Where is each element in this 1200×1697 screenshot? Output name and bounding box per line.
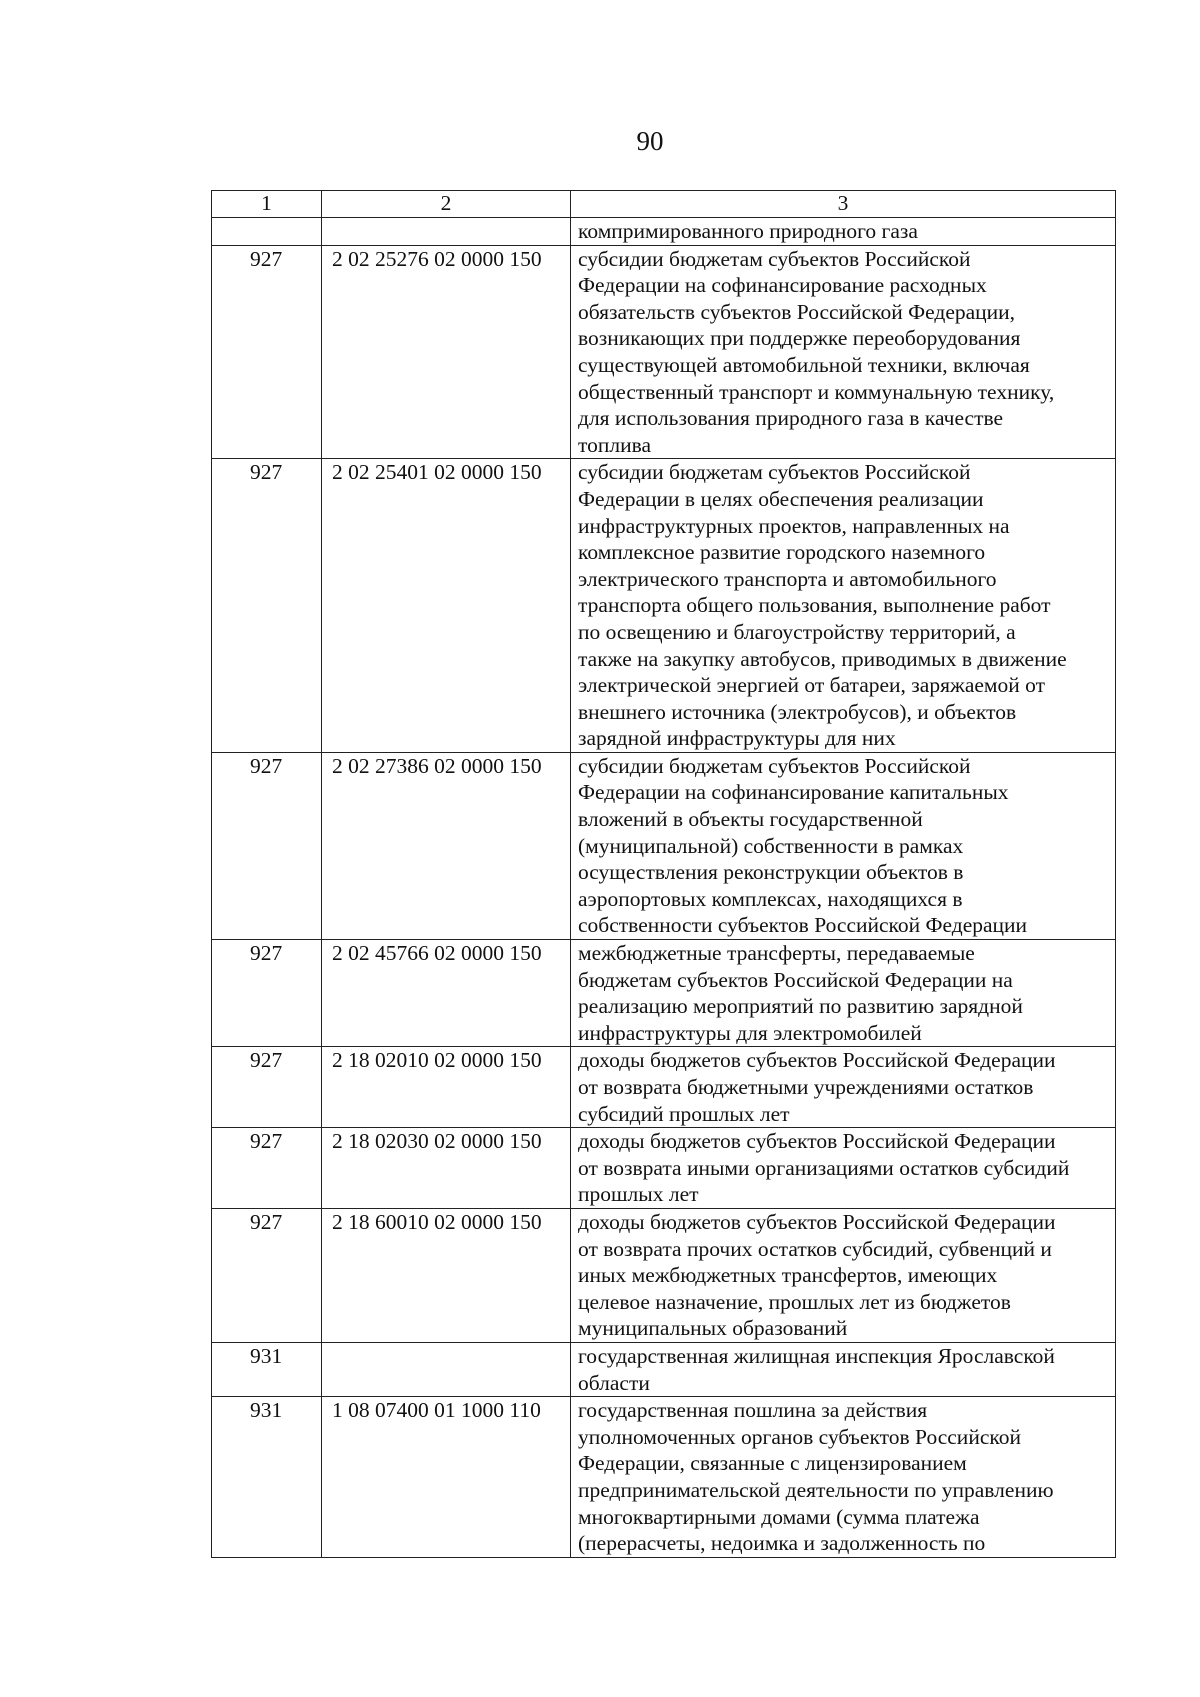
admin-code-cell: 927 bbox=[212, 1128, 322, 1209]
table-row bbox=[212, 218, 1116, 246]
budget-classification-code-cell: 2 18 02010 02 0000 150 bbox=[322, 1047, 571, 1128]
description-line: субсидий прошлых лет bbox=[578, 1101, 790, 1126]
description-line: субсидии бюджетам субъектов Российской bbox=[578, 460, 971, 485]
table-row bbox=[212, 459, 1116, 753]
description-line: вложений в объекты государственной bbox=[578, 807, 923, 832]
admin-code-cell: 927 bbox=[212, 752, 322, 939]
description-line: комплексное развитие городского наземного bbox=[578, 540, 986, 565]
table-row bbox=[212, 752, 1116, 939]
description-line: субсидии бюджетам субъектов Российской bbox=[578, 246, 971, 271]
admin-code-cell: 931 bbox=[212, 1342, 322, 1396]
description-line: доходы бюджетов субъектов Российской Федерации bbox=[578, 1048, 1056, 1073]
description-line: государственная жилищная инспекция Ярославской bbox=[578, 1343, 1055, 1368]
budget-classification-code-cell: 2 02 45766 02 0000 150 bbox=[322, 940, 571, 1047]
description-line: от возврата иными организациями остатков субсидий bbox=[578, 1155, 1070, 1180]
description-line: электрической энергией от батареи, заряжаемой от bbox=[578, 673, 1046, 698]
budget-classification-code-cell: 1 08 07400 01 1000 110 bbox=[322, 1397, 571, 1558]
description-line: реализацию мероприятий по развитию зарядной bbox=[578, 994, 1023, 1019]
table-row bbox=[212, 245, 1116, 459]
description-line: Федерации, связанные с лицензированием bbox=[578, 1451, 967, 1476]
header-column-3: 3 bbox=[571, 191, 1116, 218]
revenue-description-cell bbox=[571, 1342, 1116, 1396]
revenue-description-cell bbox=[571, 1047, 1116, 1128]
description-line: доходы бюджетов субъектов Российской Федерации bbox=[578, 1129, 1056, 1154]
budget-classification-code-cell: 2 18 60010 02 0000 150 bbox=[322, 1208, 571, 1342]
table-row bbox=[212, 1397, 1116, 1558]
description-line: возникающих при поддержке переоборудования bbox=[578, 326, 1021, 351]
description-line: многоквартирными домами (сумма платежа bbox=[578, 1504, 980, 1529]
description-line: области bbox=[578, 1370, 650, 1395]
description-line: компримированного природного газа bbox=[578, 219, 918, 243]
table-header-row bbox=[212, 191, 1116, 218]
description-line: инфраструктурных проектов, направленных на bbox=[578, 513, 1010, 538]
description-line: общественный транспорт и коммунальную технику, bbox=[578, 379, 1055, 404]
description-line: Федерации на софинансирование расходных bbox=[578, 273, 987, 298]
table-row bbox=[212, 1047, 1116, 1128]
table-row bbox=[212, 940, 1116, 1047]
description-line: для использования природного газа в качестве bbox=[578, 406, 1004, 431]
revenue-description-cell bbox=[571, 459, 1116, 753]
description-line: по освещению и благоустройству территорий, а bbox=[578, 619, 1016, 644]
revenue-description-cell bbox=[571, 752, 1116, 939]
description-line: аэропортовых комплексах, находящихся в bbox=[578, 886, 963, 911]
description-line: инфраструктуры для электромобилей bbox=[578, 1020, 922, 1045]
description-line: внешнего источника (электробусов), и объектов bbox=[578, 699, 1017, 724]
revenue-description-cell bbox=[571, 1208, 1116, 1342]
description-line: бюджетам субъектов Российской Федерации на bbox=[578, 967, 1013, 992]
admin-code-cell: 931 bbox=[212, 1397, 322, 1558]
admin-code-cell bbox=[212, 218, 322, 246]
description-line: зарядной инфраструктуры для них bbox=[578, 726, 896, 751]
revenue-description-cell bbox=[571, 218, 1116, 246]
budget-classification-code-cell bbox=[322, 218, 571, 246]
header-column-2: 2 bbox=[322, 191, 571, 218]
description-line: (муниципальной) собственности в рамках bbox=[578, 833, 964, 858]
description-line: существующей автомобильной техники, включая bbox=[578, 352, 1030, 377]
description-line: межбюджетные трансферты, передаваемые bbox=[578, 941, 975, 966]
table-row bbox=[212, 1342, 1116, 1396]
budget-classification-code-cell: 2 02 27386 02 0000 150 bbox=[322, 752, 571, 939]
revenue-description-cell bbox=[571, 1128, 1116, 1209]
description-line: осуществления реконструкции объектов в bbox=[578, 860, 964, 885]
description-line: от возврата бюджетными учреждениями остатков bbox=[578, 1075, 1034, 1099]
description-line: уполномоченных органов субъектов Российской bbox=[578, 1424, 1021, 1449]
page-number: 90 bbox=[636, 126, 664, 156]
admin-code-cell: 927 bbox=[212, 1208, 322, 1342]
description-line: электрического транспорта и автомобильного bbox=[578, 566, 997, 591]
admin-code-cell: 927 bbox=[212, 1047, 322, 1128]
description-line: собственности субъектов Российской Федерации bbox=[578, 913, 1028, 938]
description-line: субсидии бюджетам субъектов Российской bbox=[578, 753, 971, 778]
description-line: обязательств субъектов Российской Федерации, bbox=[578, 299, 1016, 324]
budget-classification-code-cell: 2 18 02030 02 0000 150 bbox=[322, 1128, 571, 1209]
table-body bbox=[212, 218, 1116, 1558]
description-line: доходы бюджетов субъектов Российской Федерации bbox=[578, 1209, 1056, 1234]
budget-classification-code-cell: 2 02 25276 02 0000 150 bbox=[322, 245, 571, 459]
description-line: от возврата прочих остатков субсидий, субвенций и bbox=[578, 1236, 1052, 1261]
description-line: также на закупку автобусов, приводимых в движение bbox=[578, 646, 1067, 671]
description-line: Федерации в целях обеспечения реализации bbox=[578, 486, 984, 511]
header-column-1: 1 bbox=[212, 191, 322, 218]
revenue-codes-table bbox=[211, 190, 1116, 1558]
description-line: государственная пошлина за действия bbox=[578, 1398, 928, 1423]
description-line: топлива bbox=[578, 432, 652, 457]
description-line: транспорта общего пользования, выполнение работ bbox=[578, 593, 1051, 618]
budget-classification-code-cell bbox=[322, 1342, 571, 1396]
description-line: муниципальных образований bbox=[578, 1316, 848, 1341]
admin-code-cell: 927 bbox=[212, 940, 322, 1047]
description-line: (перерасчеты, недоимка и задолженность по bbox=[578, 1531, 986, 1556]
revenue-description-cell bbox=[571, 940, 1116, 1047]
budget-classification-code-cell: 2 02 25401 02 0000 150 bbox=[322, 459, 571, 753]
table-row bbox=[212, 1128, 1116, 1209]
description-line: иных межбюджетных трансфертов, имеющих bbox=[578, 1263, 998, 1288]
revenue-description-cell bbox=[571, 245, 1116, 459]
description-line: прошлых лет bbox=[578, 1182, 699, 1207]
admin-code-cell: 927 bbox=[212, 459, 322, 753]
description-line: Федерации на софинансирование капитальных bbox=[578, 780, 1009, 805]
description-line: целевое назначение, прошлых лет из бюджетов bbox=[578, 1289, 1011, 1314]
table-row bbox=[212, 1208, 1116, 1342]
description-line: предпринимательской деятельности по управлению bbox=[578, 1477, 1054, 1502]
admin-code-cell: 927 bbox=[212, 245, 322, 459]
revenue-description-cell bbox=[571, 1397, 1116, 1558]
